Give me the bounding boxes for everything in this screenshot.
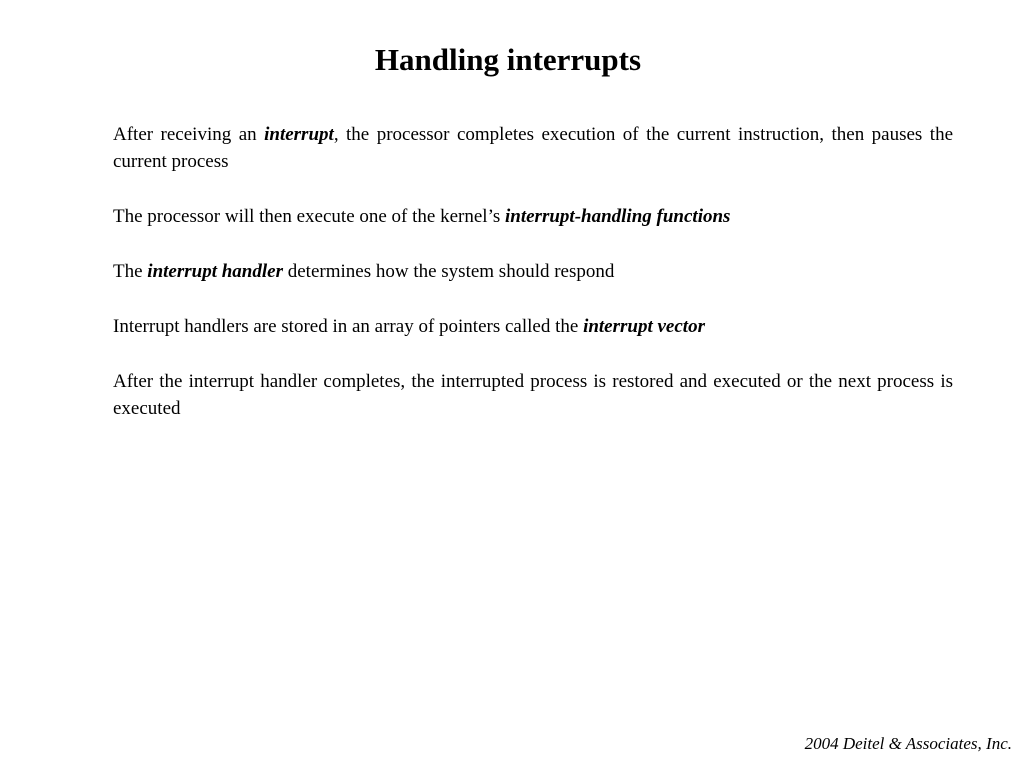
paragraph-text: After receiving an (113, 124, 265, 145)
paragraph-3 (113, 258, 953, 285)
emphasized-term: interrupt handler (147, 261, 283, 282)
paragraph-2 (113, 203, 953, 230)
emphasized-term: interrupt vector (583, 316, 705, 337)
paragraph-4 (113, 313, 953, 340)
paragraph-text: determines how the system should respond (282, 261, 615, 282)
copyright-footer: 2004 Deitel & Associates, Inc. (804, 734, 1012, 753)
paragraph-5: After the interrupt handler completes, the interrupted process is restored and executed or the next process is executed (113, 371, 953, 419)
paragraph-text: The processor will then execute one of the kernel’s (113, 206, 505, 227)
emphasized-term: interrupt-handling functions (505, 206, 731, 227)
slide-body (113, 121, 953, 450)
emphasized-term: interrupt (264, 124, 334, 145)
paragraph-1 (113, 121, 953, 175)
paragraph-text: Interrupt handlers are stored in an array of pointers called the (113, 316, 584, 337)
paragraph-text: The (113, 261, 148, 282)
slide-title: Handling interrupts (374, 42, 642, 77)
paragraph-text: , the processor completes execution of the current instruction, then pauses the current process (113, 124, 954, 172)
